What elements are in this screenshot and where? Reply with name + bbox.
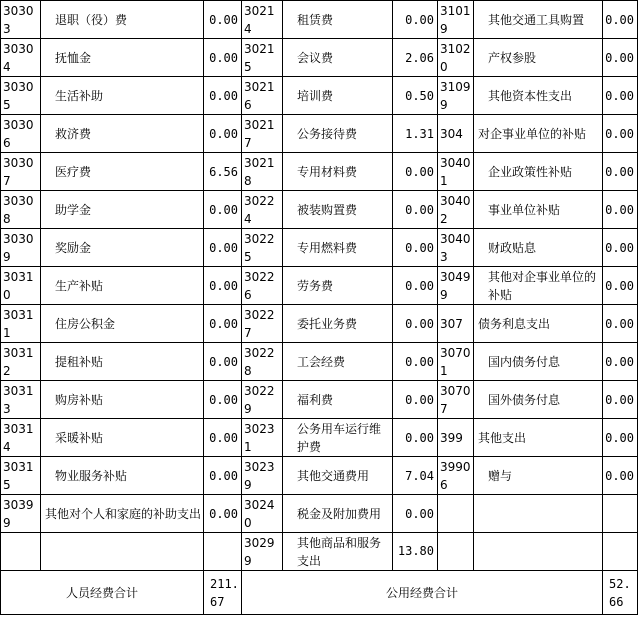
code-cell: 30215 [242,39,283,77]
amount-cell: 0.00 [204,39,242,77]
item-name-cell: 医疗费 [41,153,204,191]
item-name-cell: 其他对个人和家庭的补助支出 [41,495,204,533]
code-cell: 30309 [1,229,41,267]
table-row [1,115,638,153]
amount-cell: 0.50 [393,77,438,115]
item-name-cell: 产权参股 [474,39,603,77]
amount-cell: 0.00 [204,115,242,153]
item-name-cell: 购房补贴 [41,381,204,419]
code-cell: 31020 [438,39,474,77]
amount-cell: 0.00 [603,39,638,77]
amount-cell: 0.00 [603,115,638,153]
amount-cell: 0.00 [204,381,242,419]
item-name-cell: 生活补助 [41,77,204,115]
amount-cell: 0.00 [603,381,638,419]
code-cell: 307 [438,305,474,343]
code-cell: 30304 [1,39,41,77]
code-cell: 30299 [242,533,283,571]
table-row [1,457,638,495]
code-cell: 30308 [1,191,41,229]
item-name-cell [474,533,603,571]
item-name-cell: 工会经费 [283,343,393,381]
amount-cell: 0.00 [204,343,242,381]
item-name-cell: 国外债务付息 [474,381,603,419]
item-name-cell [474,495,603,533]
code-cell: 30315 [1,457,41,495]
item-name-cell: 其他交通费用 [283,457,393,495]
item-name-cell: 公务接待费 [283,115,393,153]
amount-cell: 0.00 [393,343,438,381]
code-cell: 30239 [242,457,283,495]
code-cell: 30401 [438,153,474,191]
item-name-cell: 其他对企事业单位的补贴 [474,267,603,305]
item-name-cell: 专用材料费 [283,153,393,191]
amount-cell: 0.00 [603,343,638,381]
amount-cell: 0.00 [204,305,242,343]
code-cell: 30218 [242,153,283,191]
item-name-cell: 债务利息支出 [474,305,603,343]
code-cell: 30312 [1,343,41,381]
code-cell: 30226 [242,267,283,305]
code-cell: 30307 [1,153,41,191]
code-cell: 30216 [242,77,283,115]
item-name-cell: 退职（役）费 [41,1,204,39]
item-name-cell: 提租补贴 [41,343,204,381]
code-cell: 30224 [242,191,283,229]
amount-cell: 0.00 [603,305,638,343]
table-row [1,1,638,39]
item-name-cell: 助学金 [41,191,204,229]
code-cell: 30314 [1,419,41,457]
item-name-cell: 被装购置费 [283,191,393,229]
amount-cell: 0.00 [393,153,438,191]
amount-cell: 0.00 [204,1,242,39]
code-cell: 30313 [1,381,41,419]
table-row [1,305,638,343]
code-cell: 399 [438,419,474,457]
amount-cell: 0.00 [603,77,638,115]
item-name-cell: 赠与 [474,457,603,495]
table-row [1,191,638,229]
item-name-cell: 生产补贴 [41,267,204,305]
item-name-cell: 其他交通工具购置 [474,1,603,39]
item-name-cell: 物业服务补贴 [41,457,204,495]
code-cell: 30305 [1,77,41,115]
table-row [1,39,638,77]
code-cell: 30231 [242,419,283,457]
code-cell: 30225 [242,229,283,267]
item-name-cell: 救济费 [41,115,204,153]
code-cell: 30303 [1,1,41,39]
code-cell: 30311 [1,305,41,343]
item-name-cell: 抚恤金 [41,39,204,77]
amount-cell [603,495,638,533]
amount-cell [204,533,242,571]
code-cell: 30240 [242,495,283,533]
item-name-cell: 专用燃料费 [283,229,393,267]
amount-cell: 0.00 [393,267,438,305]
code-cell: 30228 [242,343,283,381]
amount-cell: 0.00 [603,267,638,305]
amount-cell: 0.00 [393,191,438,229]
amount-cell: 13.80 [393,533,438,571]
amount-cell: 0.00 [603,419,638,457]
item-name-cell: 福利费 [283,381,393,419]
item-name-cell: 税金及附加费用 [283,495,393,533]
amount-cell: 0.00 [393,1,438,39]
amount-cell: 0.00 [603,229,638,267]
code-cell: 30499 [438,267,474,305]
amount-cell: 0.00 [204,267,242,305]
amount-cell: 0.00 [393,229,438,267]
item-name-cell: 事业单位补贴 [474,191,603,229]
amount-cell: 7.04 [393,457,438,495]
item-name-cell: 其他资本性支出 [474,77,603,115]
table-row [1,419,638,457]
item-name-cell: 财政贴息 [474,229,603,267]
amount-cell [603,533,638,571]
personnel-total-label: 人员经费合计 [1,571,204,615]
code-cell [438,495,474,533]
item-name-cell [41,533,204,571]
table-row [1,229,638,267]
code-cell [1,533,41,571]
code-cell: 30402 [438,191,474,229]
totals-row [1,571,638,615]
item-name-cell: 培训费 [283,77,393,115]
code-cell: 30707 [438,381,474,419]
code-cell: 30214 [242,1,283,39]
amount-cell: 0.00 [393,305,438,343]
item-name-cell: 劳务费 [283,267,393,305]
item-name-cell: 奖励金 [41,229,204,267]
item-name-cell: 租赁费 [283,1,393,39]
table-row [1,153,638,191]
amount-cell: 0.00 [603,457,638,495]
amount-cell: 0.00 [204,419,242,457]
item-name-cell: 国内债务付息 [474,343,603,381]
code-cell: 30399 [1,495,41,533]
item-name-cell: 对企事业单位的补贴 [474,115,603,153]
code-cell: 30403 [438,229,474,267]
table-row [1,267,638,305]
table-row [1,495,638,533]
amount-cell: 0.00 [204,191,242,229]
item-name-cell: 委托业务费 [283,305,393,343]
amount-cell: 6.56 [204,153,242,191]
amount-cell: 0.00 [204,77,242,115]
code-cell: 30310 [1,267,41,305]
item-name-cell: 住房公积金 [41,305,204,343]
code-cell: 30227 [242,305,283,343]
code-cell: 30306 [1,115,41,153]
code-cell: 30229 [242,381,283,419]
amount-cell: 0.00 [204,495,242,533]
item-name-cell: 其他商品和服务支出 [283,533,393,571]
amount-cell: 0.00 [603,153,638,191]
table-row [1,381,638,419]
code-cell: 31019 [438,1,474,39]
code-cell: 30701 [438,343,474,381]
amount-cell: 0.00 [204,457,242,495]
item-name-cell: 其他支出 [474,419,603,457]
item-name-cell: 公务用车运行维护费 [283,419,393,457]
public-total-label: 公用经费合计 [242,571,603,615]
code-cell: 30217 [242,115,283,153]
code-cell: 31099 [438,77,474,115]
amount-cell: 0.00 [204,229,242,267]
amount-cell: 0.00 [393,495,438,533]
amount-cell: 0.00 [393,419,438,457]
amount-cell: 2.06 [393,39,438,77]
code-cell: 39906 [438,457,474,495]
table-row [1,77,638,115]
table-row [1,533,638,571]
code-cell [438,533,474,571]
amount-cell: 0.00 [603,191,638,229]
amount-cell: 0.00 [603,1,638,39]
amount-cell: 0.00 [393,381,438,419]
item-name-cell: 企业政策性补贴 [474,153,603,191]
public-total-value: 52.66 [603,571,638,615]
expense-table-body [1,1,638,615]
item-name-cell: 采暖补贴 [41,419,204,457]
personnel-total-value: 211.67 [204,571,242,615]
item-name-cell: 会议费 [283,39,393,77]
amount-cell: 1.31 [393,115,438,153]
code-cell: 304 [438,115,474,153]
table-row [1,343,638,381]
